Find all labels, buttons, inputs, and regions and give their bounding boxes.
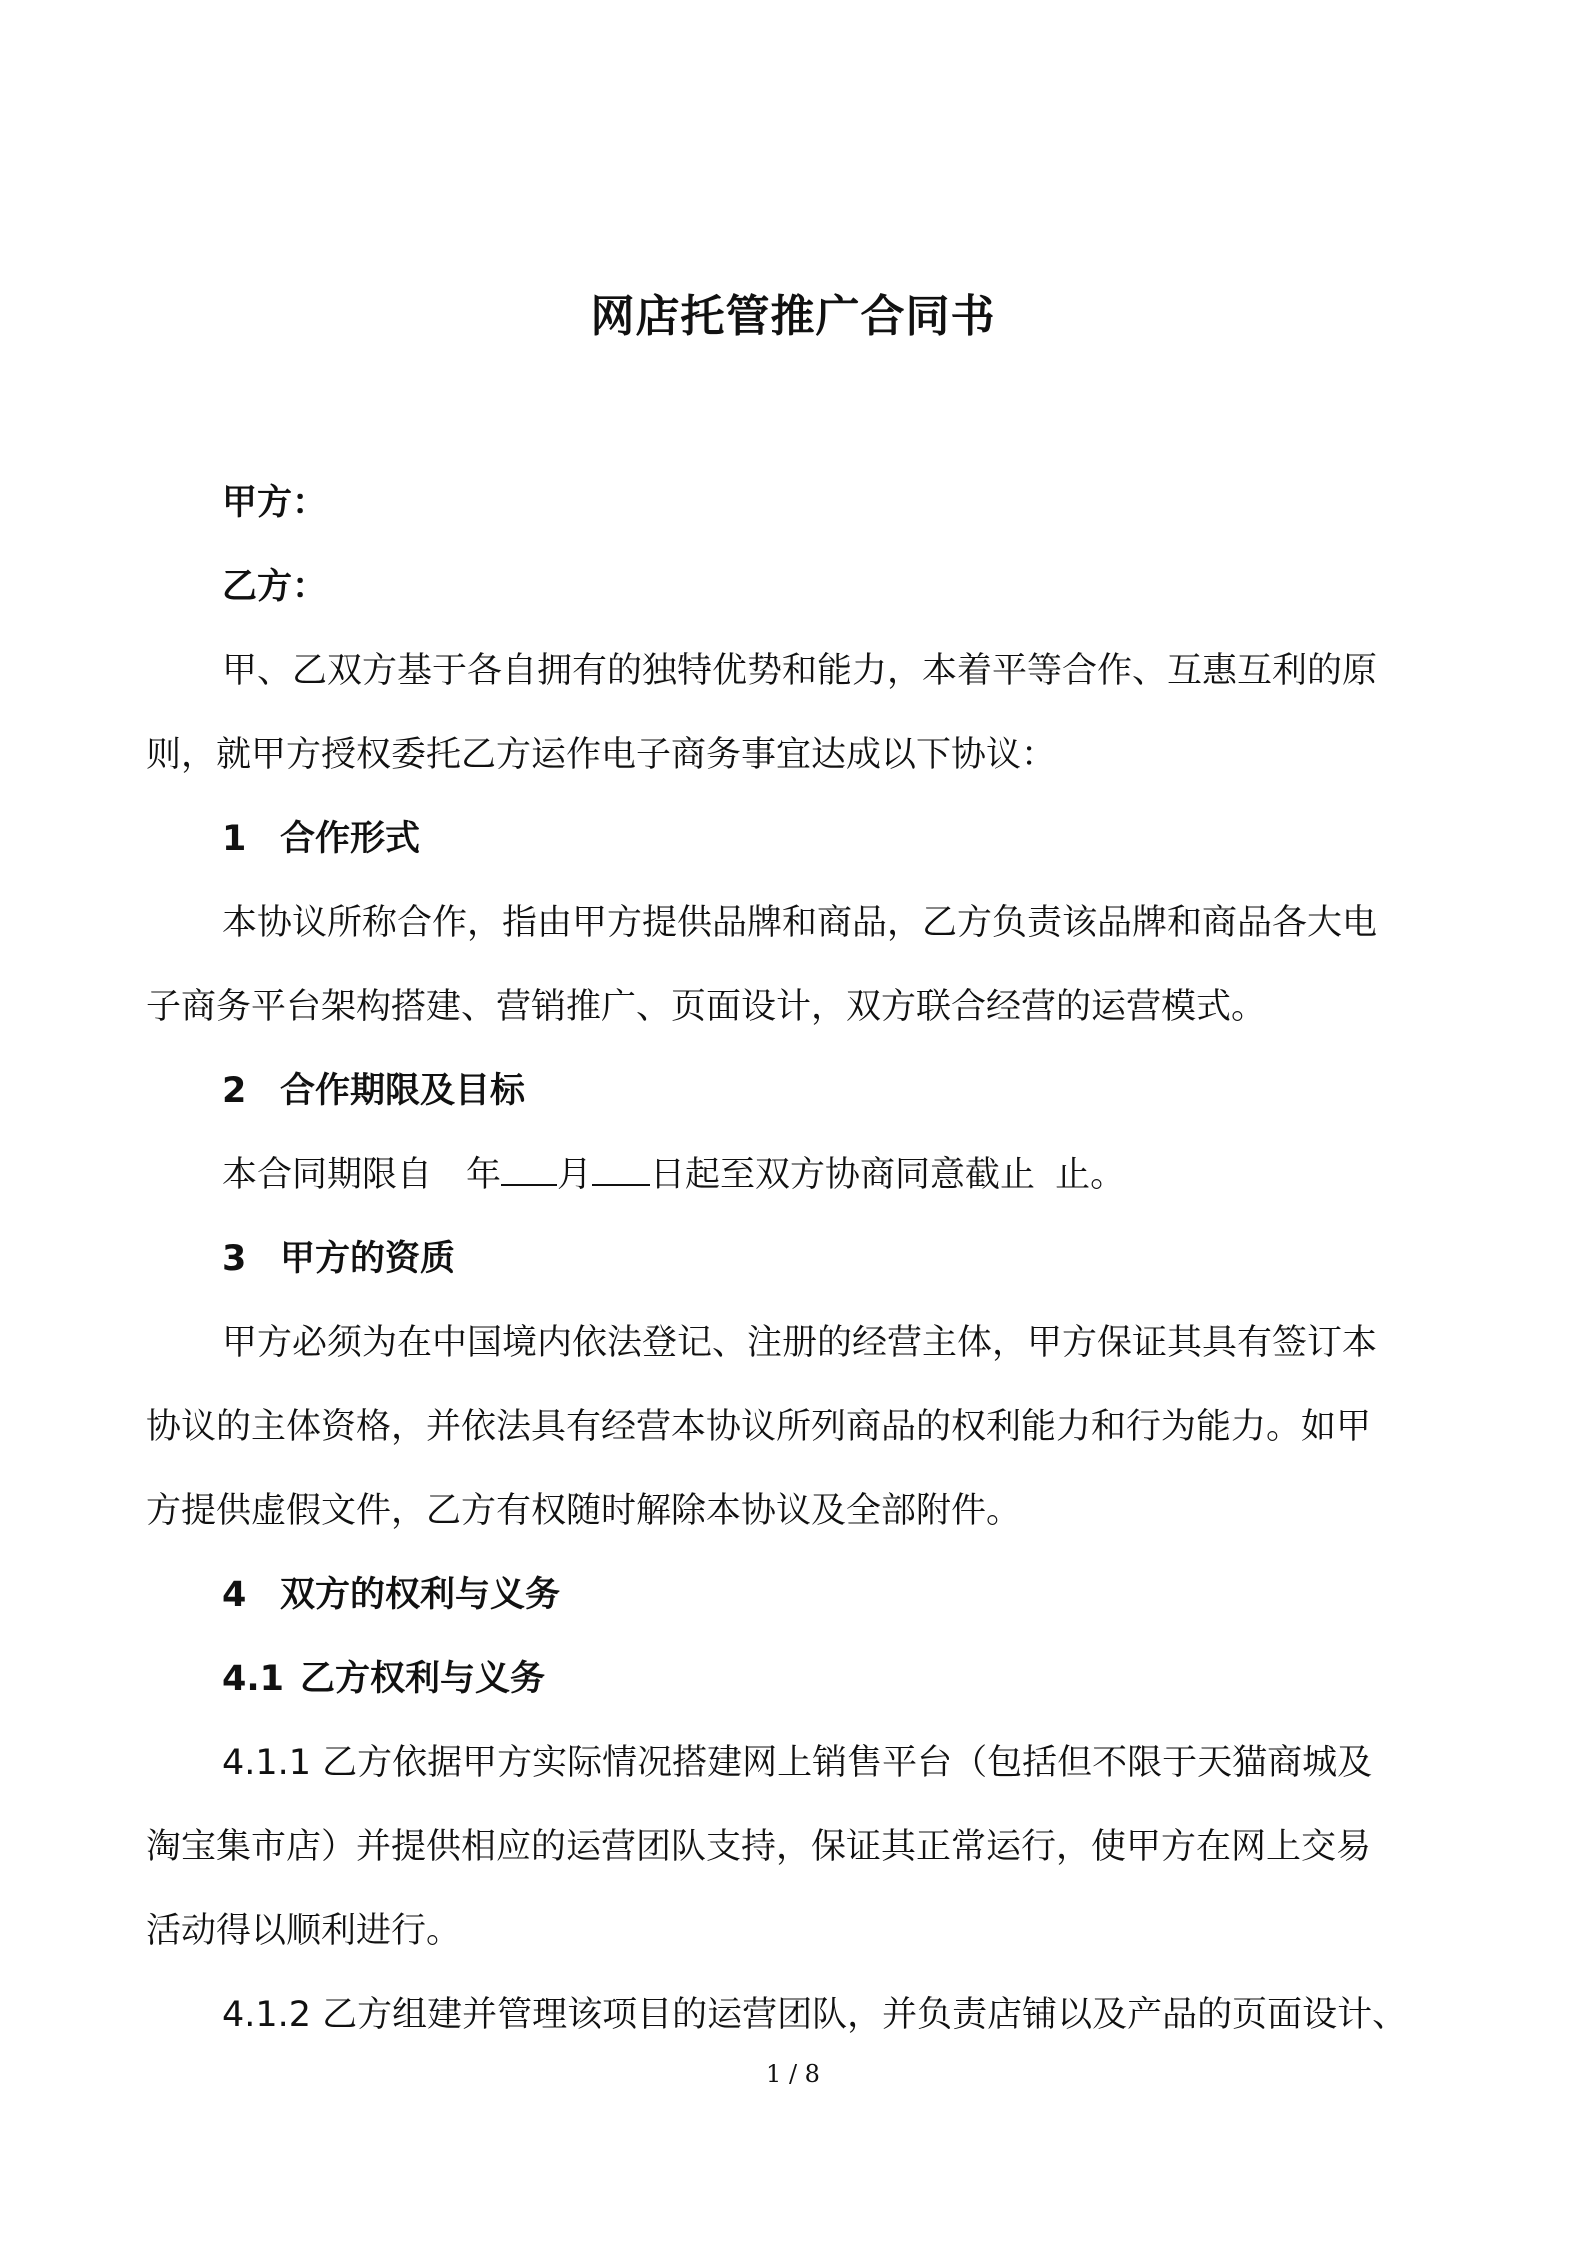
page-number: 1 / 8 [766, 2060, 820, 2088]
section-3-heading [222, 1234, 1522, 1284]
intro-line-1: 甲、乙双方基于各自拥有的独特优势和能力，本着平等合作、互惠互利的原 [222, 651, 1378, 691]
section-3-number: 3 [222, 1239, 247, 1279]
section-1-line-2: 子商务平台架构搭建、营销推广、页面设计，双方联合经营的运营模式。 [146, 987, 1267, 1027]
section-4-1-heading [222, 1654, 1522, 1704]
clause-4-1-1-line-2: 淘宝集市店）并提供相应的运营团队支持，保证其正常运行，使甲方在网上交易 [146, 1827, 1372, 1867]
contract-term-line [222, 1150, 1522, 1200]
section-4-1-title: 乙方权利与义务 [300, 1659, 546, 1699]
section-1-line-1: 本协议所称合作，指由甲方提供品牌和商品，乙方负责该品牌和商品各大电 [222, 903, 1378, 943]
term-day-suffix: 日起至双方协商同意截止 [650, 1155, 1036, 1195]
section-2-heading [222, 1066, 1522, 1116]
clause-4-1-1-line-1: 4.1.1 乙方依据甲方实际情况搭建网上销售平台（包括但不限于天猫商城及 [222, 1743, 1373, 1783]
section-4-heading [222, 1570, 1522, 1620]
section-2-number: 2 [222, 1071, 247, 1111]
term-prefix: 本合同期限自 [222, 1155, 433, 1195]
document-title: 网店托管推广合同书 [590, 291, 996, 342]
party-a-label: 甲方： [222, 483, 328, 523]
clause-4-1-1-line-3: 活动得以顺利进行。 [146, 1911, 462, 1951]
clause-4-1-2-line-1: 4.1.2 乙方组建并管理该项目的运营团队，并负责店铺以及产品的页面设计、 [222, 1995, 1408, 2035]
section-3-title: 甲方的资质 [280, 1239, 456, 1279]
section-4-title: 双方的权利与义务 [280, 1575, 561, 1615]
section-1-number: 1 [222, 819, 247, 859]
section-4-1-number: 4.1 [222, 1659, 285, 1699]
section-4-number: 4 [222, 1575, 247, 1615]
intro-line-2: 则，就甲方授权委托乙方运作电子商务事宜达成以下协议： [146, 735, 1057, 775]
section-3-line-3: 方提供虚假文件，乙方有权随时解除本协议及全部附件。 [146, 1491, 1022, 1531]
section-1-title: 合作形式 [280, 819, 421, 859]
party-b-label: 乙方： [222, 567, 328, 607]
term-year: 年 [466, 1155, 502, 1195]
term-month: 月 [557, 1155, 593, 1195]
section-3-line-1: 甲方必须为在中国境内依法登记、注册的经营主体，甲方保证其具有签订本 [222, 1323, 1378, 1363]
section-1-heading [222, 814, 1522, 864]
month-blank [501, 1150, 557, 1186]
day-blank [592, 1150, 650, 1186]
section-2-title: 合作期限及目标 [280, 1071, 526, 1111]
section-3-line-2: 协议的主体资格，并依法具有经营本协议所列商品的权利能力和行为能力。如甲 [146, 1407, 1372, 1447]
term-end: 止。 [1055, 1155, 1126, 1195]
